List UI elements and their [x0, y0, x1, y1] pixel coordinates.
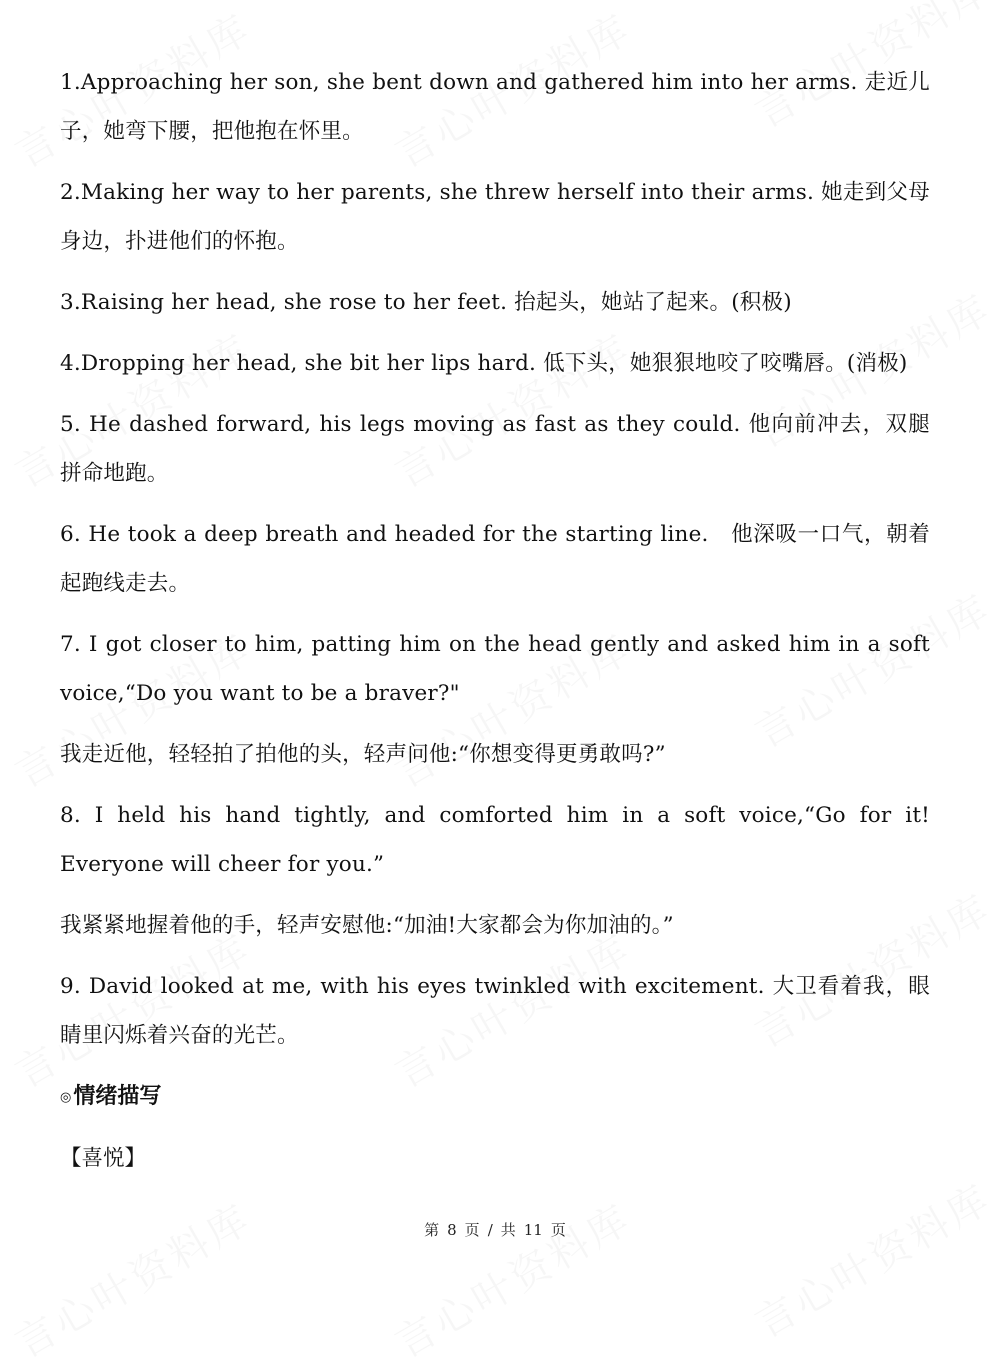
- paragraph: 3.Raising her head, she rose to her feet. 抬起头，她站了起来。(积极): [60, 290, 792, 315]
- total-unit: 页: [550, 1221, 566, 1239]
- page-separator: /: [487, 1221, 493, 1239]
- paragraph: 5. He dashed forward, his legs moving as fast as they could. 他向前冲去，双腿拼命地跑。: [60, 412, 930, 486]
- paragraph: 8. I held his hand tightly, and comforted him in a soft voice,“Go for it! Everyone will cheer for you.”: [60, 803, 930, 877]
- paragraph: 4.Dropping her head, she bit her lips hard. 低下头，她狠狠地咬了咬嘴唇。(消极): [60, 351, 908, 376]
- paragraph: 7. I got closer to him, patting him on the head gently and asked him in a soft voice,“Do you want to be a braver?": [60, 632, 930, 706]
- paragraph: 2.Making her way to her parents, she threw herself into their arms. 她走到父母身边，扑进他们的怀抱。: [60, 180, 930, 254]
- page-unit: 页: [464, 1221, 480, 1239]
- page-current: 8: [447, 1221, 457, 1239]
- paragraph: 9. David looked at me, with his eyes twinkled with excitement. 大卫看着我，眼睛里闪烁着兴奋的光芒。: [60, 974, 930, 1048]
- watermark: [3, 1188, 260, 1369]
- bullet-icon: ◎: [60, 1089, 72, 1105]
- paragraph: 1.Approaching her son, she bent down and gathered him into her arms. 走近儿子，她弯下腰，把他抱在怀里。: [60, 70, 930, 144]
- subheading: 【喜悦】: [60, 1145, 147, 1171]
- total-label: 共: [500, 1221, 516, 1239]
- watermark: [743, 1168, 990, 1349]
- watermark: [383, 1188, 640, 1369]
- section-heading: [60, 1072, 930, 1122]
- section-heading-text: 情绪描写: [73, 1084, 162, 1109]
- paragraph: 我走近他，轻轻拍了拍他的头，轻声问他:“你想变得更勇敢吗?”: [60, 742, 666, 767]
- document-body: [60, 58, 930, 1183]
- page-footer: [0, 1219, 990, 1240]
- page-label: 第: [424, 1221, 440, 1239]
- paragraph: 我紧紧地握着他的手，轻声安慰他:“加油!大家都会为你加油的。”: [60, 913, 674, 938]
- page-total: 11: [523, 1221, 543, 1239]
- paragraph: 6. He took a deep breath and headed for the starting line. 他深吸一口气，朝着起跑线走去。: [60, 522, 930, 596]
